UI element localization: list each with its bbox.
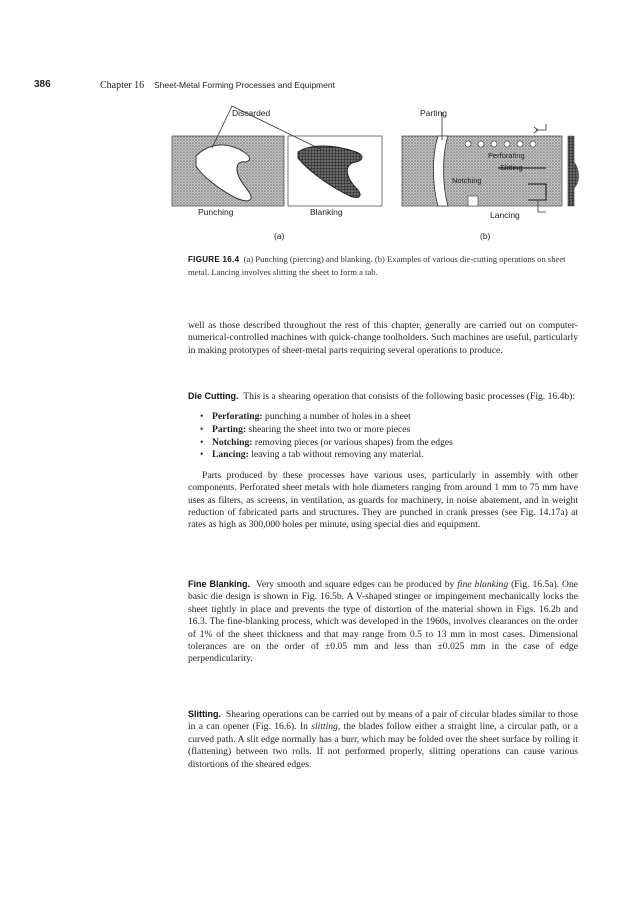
label-notching: Notching (452, 176, 482, 185)
list-item: • Parting: shearing the sheet into two or more pieces (200, 424, 578, 437)
intro-paragraph: well as those described throughout the rest of this chapter, generally are carried out on computer-numerical-controlled machines with quick-change toolholders. Such machines are useful, particularly in making prototypes of sheet-metal parts requiring several operations to produce. (188, 320, 578, 356)
running-header (34, 79, 335, 91)
label-discarded: Discarded (232, 108, 271, 118)
die-cutting-intro: This is a shearing operation that consists of the following basic processes (Fig. 16.4b): (243, 391, 576, 402)
label-blanking: Blanking (310, 207, 343, 217)
direction-arrow-top (536, 124, 546, 130)
label-panel-a: (a) (274, 231, 285, 241)
figure-caption (188, 253, 578, 278)
section-slitting: Slitting. Shearing operations can be carried out by means of a pair of circular blades similar to those in a can opener (Fig. 16.6). In slitting, the blades follow either a straight line, a circular path, or a curved path. A slit edge normally has a burr, which may be folded over the sheet surface by rolling it (flattening) between two rolls. If not performed properly, slitting operations can cause various distortions of the sheared edges. (188, 709, 578, 770)
chapter-title: Sheet-Metal Forming Processes and Equipment (154, 80, 335, 90)
punching-strip (172, 136, 284, 206)
section-fine-blanking: Fine Blanking. Very smooth and square edges can be produced by fine blanking (Fig. 16.5a). One basic die design is shown in Fig. 16.5b. A V-shaped stinger or impingement mechanically locks the sheet tightly in place and prevents the type of distortion of the material shown in Figs. 16.2b and 16.3. The fine-blanking process, which was developed in the 1960s, involves clearances on the order of 1% of the sheet thickness and that may range from 0.5 to 13 mm in most cases. Dimensional tolerances are on the order of ±0.05 mm and less than ±0.025 mm in the case of edge perpendicularity. (188, 579, 579, 665)
heading-die-cutting: Die Cutting. (188, 391, 239, 401)
page-number: 386 (34, 79, 51, 90)
label-slitting: Slitting (500, 163, 523, 172)
heading-slitting: Slitting. (188, 709, 221, 719)
heading-fine-blanking: Fine Blanking. (188, 579, 251, 589)
die-cutting-strip (402, 136, 562, 206)
list-item: • Perforating: punching a number of holes in a sheet (200, 411, 578, 424)
chapter-label: Chapter 16 (100, 80, 145, 91)
caption-label: FIGURE 16.4 (188, 255, 240, 264)
term-slitting: slitting (311, 721, 338, 733)
label-perforating: Perforating (488, 151, 525, 160)
caption-text: (a) Punching (piercing) and blanking. (b) Examples of various die-cutting operations on sheet metal. Lancing involves slitting the sheet to form a tab. (188, 254, 566, 277)
figure-illustration (150, 100, 590, 250)
list-item: • Lancing: leaving a tab without removing any material. (200, 449, 578, 462)
section-die-cutting (188, 390, 578, 532)
die-cutting-paragraph: Parts produced by these processes have various uses, particularly in assembly with other components. Perforated sheet metals with hole diameters ranging from around 1 mm to 75 mm have uses as filters, as screens, in ventilation, as guards for machinery, in noise abatement, and in weight reduction of fabricated parts and structures. They are punched in crank presses (see Fig. 14.17a) at rates as high as 300,000 holes per minute, using special dies and equipment. (188, 469, 578, 531)
term-fine-blanking: fine blanking (457, 579, 509, 590)
label-lancing: Lancing (490, 210, 520, 220)
die-cutting-list (188, 411, 578, 461)
list-item: • Notching: removing pieces (or various shapes) from the edges (200, 437, 578, 450)
side-view-profile (568, 136, 579, 206)
label-panel-b: (b) (480, 231, 491, 241)
label-parting: Parting (420, 108, 447, 118)
figure-16-4 (150, 100, 590, 250)
label-punching: Punching (198, 207, 234, 217)
blanking-part (288, 136, 382, 206)
